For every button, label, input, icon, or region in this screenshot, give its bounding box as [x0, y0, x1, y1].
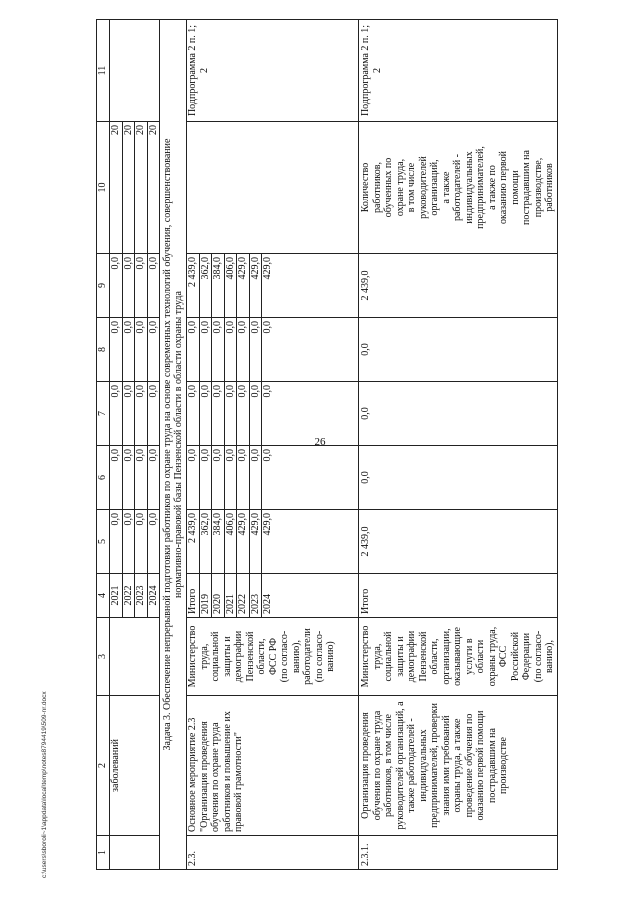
value-cell: 406,0 [224, 510, 237, 574]
subprogram-ref: Подпрограмма 2 п. 1; 2 [359, 20, 558, 122]
empty-cell [110, 618, 160, 696]
executor-line: (по согласо- [313, 630, 325, 683]
executor-line: области, [256, 638, 267, 675]
empty-cell [110, 20, 160, 122]
year-cell: 2019 [199, 574, 212, 618]
indicator-line: производстве, [532, 157, 544, 218]
value-cell: 0,0 [187, 382, 200, 446]
indicator-line: помощи [509, 170, 521, 205]
value-cell: 0,0 [199, 318, 212, 382]
value-cell: 0,0 [135, 382, 148, 446]
executor-line: Федерации [521, 632, 532, 681]
task-heading [160, 20, 187, 870]
executor-line: ванию), [544, 639, 555, 674]
row-2-3-1 [359, 20, 558, 870]
executor-line: области [475, 639, 486, 674]
value-cell: 0,0 [122, 446, 135, 510]
executor-line: ФСС РФ [267, 637, 279, 676]
indicator-line: оказанию первой [498, 151, 509, 225]
indicator-line: руководителей [417, 156, 429, 219]
carry-over-text: заболеваний [110, 696, 160, 836]
executor-line: демографии [233, 630, 244, 683]
empty-cell [187, 122, 359, 254]
value-cell: 0,0 [122, 510, 135, 574]
task-heading-line: нормативно-правовой базы Пензенской области в области охраны труда [173, 291, 184, 598]
subprogram-ref: Подпрограмма 2 п. 1; 2 [187, 20, 359, 122]
year-cell: 2021 [224, 574, 237, 618]
column-number: 9 [97, 254, 110, 318]
executor-line: области, [429, 638, 440, 675]
file-path-footer: c:\users\sboroli~1\appdata\local\temp\notes8794419\509-nr.docx [41, 691, 48, 878]
executor-line: охраны труда, [486, 626, 498, 687]
value-cell: 429,0 [237, 254, 250, 318]
executor-line: ФСС [498, 645, 509, 668]
column-number: 6 [97, 446, 110, 510]
value-cell: 0,0 [224, 382, 237, 446]
year-cell: 2023 [135, 574, 148, 618]
value-cell: 0,0 [262, 382, 359, 446]
value-cell: 0,0 [110, 382, 123, 446]
executor-line: оказывающие [452, 627, 463, 686]
indicator-line: охране труда, [394, 158, 406, 217]
indicator-line: работников, [371, 161, 383, 214]
year-cell: 2023 [249, 574, 262, 618]
value-cell: 0,0 [199, 382, 212, 446]
column-number: 2 [97, 696, 110, 836]
value-cell: 362,0 [199, 510, 212, 574]
value-cell: 429,0 [262, 254, 359, 318]
page-number: 26 [314, 436, 326, 448]
value-cell: 0,0 [135, 510, 148, 574]
indicator-line: а также по [486, 165, 498, 210]
value-cell: 429,0 [249, 254, 262, 318]
indicator-value: 20 [122, 122, 135, 254]
value-cell: 0,0 [249, 382, 262, 446]
value-cell: 0,0 [249, 318, 262, 382]
indicator-line: индивидуальных [463, 151, 475, 224]
indicator-line: предпринимателей, [475, 146, 486, 229]
executor-line: труда, [198, 643, 210, 670]
value-cell: 0,0 [122, 318, 135, 382]
year-cell: Итого [359, 574, 558, 618]
value-cell: 0,0 [122, 254, 135, 318]
executor-line: труда, [371, 643, 383, 670]
executor-line: (по согласо- [532, 630, 544, 683]
task-heading-row [160, 20, 187, 870]
indicator-cell [359, 122, 558, 254]
value-cell: 429,0 [249, 510, 262, 574]
value-cell: 2 439,0 [359, 254, 558, 318]
value-cell: 0,0 [147, 318, 160, 382]
value-cell: 2 439,0 [187, 510, 200, 574]
executor-line: Министерство [360, 625, 371, 688]
value-cell: 0,0 [135, 446, 148, 510]
row-number: 2.3.1. [359, 836, 558, 870]
value-cell: 0,0 [147, 254, 160, 318]
column-number: 10 [97, 122, 110, 254]
carry-over-row [110, 20, 123, 870]
value-cell: 0,0 [147, 446, 160, 510]
value-cell: 0,0 [224, 446, 237, 510]
column-number: 11 [97, 20, 110, 122]
year-cell: 2021 [110, 574, 123, 618]
executor-line: Пензенской [417, 631, 429, 682]
activity-name: Организация проведения обучения по охране труда работников, в том числе руководителей организаций, а также работодателей - индивидуальных предпринимателей, проверки знания ими требований охраны труда, а также проведение обучения по оказанию первой помощи пострадавшим на производстве [359, 696, 558, 836]
value-cell: 0,0 [359, 446, 558, 510]
executor-line: защиты и [221, 636, 233, 677]
value-cell: 0,0 [212, 318, 225, 382]
year-cell: 2024 [262, 574, 359, 618]
indicator-line: в том числе [406, 162, 417, 213]
column-number: 3 [97, 618, 110, 696]
year-cell: 2020 [212, 574, 225, 618]
column-number: 7 [97, 382, 110, 446]
year-cell: 2024 [147, 574, 160, 618]
row-2-3-total [187, 20, 200, 870]
executor-line: социальной [383, 631, 394, 682]
value-cell: 0,0 [110, 446, 123, 510]
executor-line: защиты и [394, 636, 406, 677]
executor-line: работодатели [302, 628, 313, 685]
executor-line: организации, [440, 628, 452, 685]
value-cell: 0,0 [147, 510, 160, 574]
landscape-table-sheet [96, 20, 616, 870]
indicator-line: работников [544, 163, 555, 212]
indicator-value: 20 [135, 122, 148, 254]
value-cell: 384,0 [212, 510, 225, 574]
executor-line: Российской [509, 631, 521, 682]
value-cell: 0,0 [122, 382, 135, 446]
indicator-line: а также [440, 171, 452, 204]
column-number: 4 [97, 574, 110, 618]
value-cell: 0,0 [135, 254, 148, 318]
value-cell: 429,0 [262, 510, 359, 574]
value-cell: 0,0 [135, 318, 148, 382]
value-cell: 362,0 [199, 254, 212, 318]
indicator-line: Количество [360, 162, 371, 213]
executor-line: социальной [210, 631, 221, 682]
column-number-row [97, 20, 110, 870]
year-cell: 2022 [122, 574, 135, 618]
executor-line: демографии [406, 630, 417, 683]
value-cell: 0,0 [262, 446, 359, 510]
indicator-line: организаций, [429, 159, 440, 216]
executor-line: Пензенской [244, 631, 256, 682]
value-cell: 0,0 [199, 446, 212, 510]
value-cell: 384,0 [212, 254, 225, 318]
column-number: 5 [97, 510, 110, 574]
value-cell: 0,0 [262, 318, 359, 382]
value-cell: 0,0 [212, 446, 225, 510]
value-cell: 0,0 [249, 446, 262, 510]
value-cell: 0,0 [110, 318, 123, 382]
value-cell: 0,0 [187, 446, 200, 510]
indicator-line: пострадавшим на [521, 150, 532, 225]
executor-line: ванию), [290, 639, 302, 674]
empty-cell [110, 836, 160, 870]
value-cell: 406,0 [224, 254, 237, 318]
value-cell: 0,0 [110, 510, 123, 574]
executor-line: Министерство [187, 625, 198, 688]
value-cell: 0,0 [237, 318, 250, 382]
value-cell: 0,0 [359, 318, 558, 382]
value-cell: 0,0 [212, 382, 225, 446]
indicator-value: 20 [110, 122, 123, 254]
value-cell: 0,0 [359, 382, 558, 446]
activity-name: Основное мероприятие 2.3 "Организация проведения обучения по охране труда работников и повышение их правовой грамотности" [187, 696, 359, 836]
program-table [96, 19, 558, 870]
row-number: 2.3. [187, 836, 359, 870]
value-cell: 2 439,0 [359, 510, 558, 574]
indicator-line: работодателей - [452, 153, 463, 222]
value-cell: 0,0 [237, 382, 250, 446]
executor-line: (по согласо- [279, 630, 290, 683]
value-cell: 0,0 [224, 318, 237, 382]
column-number: 8 [97, 318, 110, 382]
value-cell: 429,0 [237, 510, 250, 574]
executor-line: услуги в [463, 638, 475, 675]
year-cell: 2022 [237, 574, 250, 618]
value-cell: 0,0 [110, 254, 123, 318]
column-number: 1 [97, 836, 110, 870]
executor-line: ванию) [325, 641, 336, 672]
value-cell: 0,0 [187, 318, 200, 382]
executor-cell [187, 618, 359, 696]
executor-cell [359, 618, 558, 696]
task-heading-line: Задача 3. Обеспечение непрерывной подготовки работников по охране труда на основе современных технологий обучения, совершенствование [161, 138, 173, 751]
value-cell: 2 439,0 [187, 254, 200, 318]
year-cell: Итого [187, 574, 200, 618]
value-cell: 0,0 [147, 382, 160, 446]
value-cell: 0,0 [237, 446, 250, 510]
indicator-value: 20 [147, 122, 160, 254]
indicator-line: обученных по [383, 157, 394, 218]
